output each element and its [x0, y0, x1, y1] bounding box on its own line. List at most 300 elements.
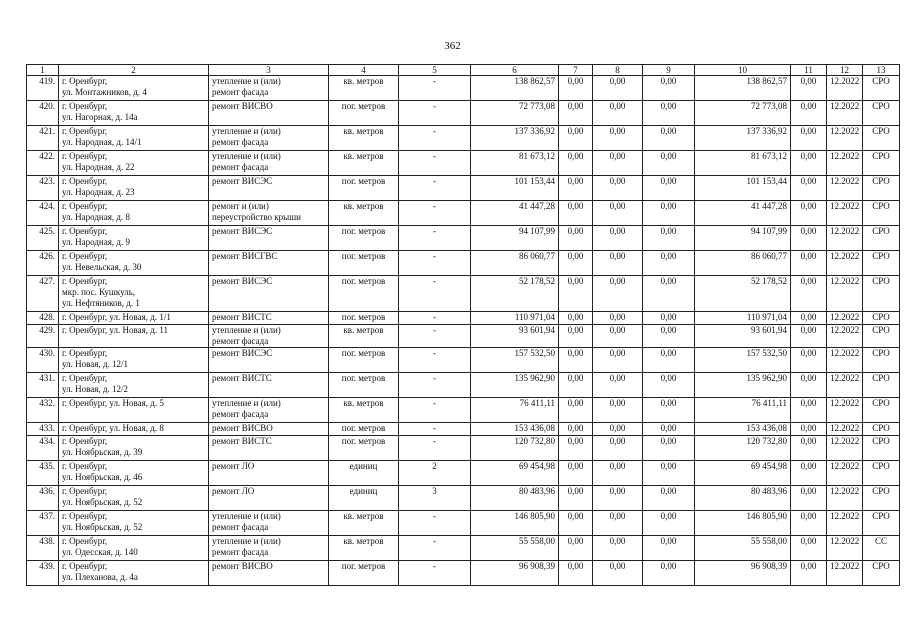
cost-cell-10: 137 336,92 — [695, 126, 791, 151]
work-type-cell-line: ремонт ВИСВО — [212, 561, 273, 571]
cost-cell-10: 76 411,11 — [695, 398, 791, 423]
address-cell-line: ул. Народная, д. 22 — [62, 162, 135, 172]
quantity-cell: - — [399, 76, 471, 101]
cost-cell-9: 0,00 — [643, 511, 695, 536]
total-cost-cell: 137 336,92 — [471, 126, 559, 151]
work-type-cell-line: ремонт ВИСЭС — [212, 176, 273, 186]
address-cell-line: ул. Ноябрьская, д. 39 — [62, 447, 143, 457]
address-cell-line: ул. Новая, д. 12/1 — [62, 359, 128, 369]
work-type-cell-line: утепление и (или) — [212, 76, 281, 86]
quantity-cell: - — [399, 423, 471, 436]
fund-type-cell: СРО — [863, 486, 900, 511]
address-cell — [59, 176, 209, 201]
cost-cell-9: 0,00 — [643, 398, 695, 423]
work-type-cell-line: ремонт фасада — [212, 87, 269, 97]
work-type-cell — [209, 561, 329, 586]
address-cell-line: г. Оренбург, ул. Новая, д. 11 — [62, 325, 169, 335]
address-cell — [59, 325, 209, 348]
cost-cell-9: 0,00 — [643, 76, 695, 101]
cost-cell-11: 0,00 — [791, 101, 827, 126]
page-number: 362 — [444, 40, 461, 52]
total-cost-cell: 96 908,39 — [471, 561, 559, 586]
quantity-cell: - — [399, 126, 471, 151]
total-cost-cell: 101 153,44 — [471, 176, 559, 201]
quantity-cell: - — [399, 201, 471, 226]
cost-cell-7: 0,00 — [559, 461, 593, 486]
cost-cell-10: 52 178,52 — [695, 276, 791, 312]
work-type-cell — [209, 436, 329, 461]
address-cell-line: г. Оренбург, — [62, 176, 108, 186]
fund-type-cell: СРО — [863, 276, 900, 312]
cost-cell-10: 146 805,90 — [695, 511, 791, 536]
cost-cell-8: 0,00 — [593, 101, 643, 126]
address-cell-line: г. Оренбург, — [62, 126, 108, 136]
address-cell-line: ул. Народная, д. 9 — [62, 237, 130, 247]
table-row — [27, 373, 900, 398]
cost-cell-10: 86 060,77 — [695, 251, 791, 276]
cost-cell-9: 0,00 — [643, 486, 695, 511]
work-type-cell-line: ремонт ВИСЭС — [212, 348, 273, 358]
address-cell — [59, 126, 209, 151]
fund-type-cell: СРО — [863, 226, 900, 251]
cost-cell-10: 110 971,04 — [695, 312, 791, 325]
unit-cell: пог. метров — [329, 373, 399, 398]
cost-cell-10: 120 732,80 — [695, 436, 791, 461]
deadline-cell: 12.2022 — [827, 312, 863, 325]
address-cell-line: г. Оренбург, — [62, 373, 108, 383]
cost-cell-7: 0,00 — [559, 101, 593, 126]
cost-cell-10: 69 454,98 — [695, 461, 791, 486]
cost-cell-7: 0,00 — [559, 226, 593, 251]
work-type-cell — [209, 251, 329, 276]
work-type-cell — [209, 226, 329, 251]
cost-cell-9: 0,00 — [643, 126, 695, 151]
quantity-cell: - — [399, 561, 471, 586]
unit-cell: пог. метров — [329, 226, 399, 251]
cost-cell-7: 0,00 — [559, 176, 593, 201]
table-row — [27, 251, 900, 276]
work-type-cell-line: утепление и (или) — [212, 151, 281, 161]
work-type-cell — [209, 76, 329, 101]
total-cost-cell: 76 411,11 — [471, 398, 559, 423]
address-cell-line: г. Оренбург, — [62, 511, 108, 521]
cost-cell-11: 0,00 — [791, 348, 827, 373]
cost-cell-8: 0,00 — [593, 423, 643, 436]
unit-cell: кв. метров — [329, 151, 399, 176]
cost-cell-9: 0,00 — [643, 151, 695, 176]
work-type-cell-line: утепление и (или) — [212, 126, 281, 136]
address-cell-line: г. Оренбург, ул. Новая, д. 1/1 — [62, 312, 171, 322]
total-cost-cell: 93 601,94 — [471, 325, 559, 348]
fund-type-cell: СРО — [863, 325, 900, 348]
row-number: 431. — [27, 373, 59, 398]
work-type-cell — [209, 348, 329, 373]
unit-cell: пог. метров — [329, 251, 399, 276]
deadline-cell: 12.2022 — [827, 561, 863, 586]
cost-cell-9: 0,00 — [643, 251, 695, 276]
table-row — [27, 101, 900, 126]
deadline-cell: 12.2022 — [827, 201, 863, 226]
address-cell-line: г. Оренбург, — [62, 201, 108, 211]
address-cell — [59, 348, 209, 373]
address-cell — [59, 461, 209, 486]
table-row — [27, 176, 900, 201]
work-type-cell-line: ремонт ВИСТС — [212, 436, 272, 446]
unit-cell: кв. метров — [329, 201, 399, 226]
total-cost-cell: 81 673,12 — [471, 151, 559, 176]
work-type-cell-line: ремонт фасада — [212, 162, 269, 172]
quantity-cell: - — [399, 373, 471, 398]
unit-cell: пог. метров — [329, 348, 399, 373]
cost-cell-9: 0,00 — [643, 423, 695, 436]
quantity-cell: 2 — [399, 461, 471, 486]
table-row — [27, 201, 900, 226]
work-type-cell — [209, 325, 329, 348]
work-type-cell — [209, 276, 329, 312]
work-type-cell-line: ремонт и (или) — [212, 201, 269, 211]
column-header-10: 10 — [695, 65, 791, 76]
cost-cell-9: 0,00 — [643, 536, 695, 561]
address-cell-line: ул. Народная, д. 8 — [62, 212, 130, 222]
fund-type-cell: СРО — [863, 561, 900, 586]
cost-cell-10: 81 673,12 — [695, 151, 791, 176]
cost-cell-9: 0,00 — [643, 325, 695, 348]
address-cell — [59, 511, 209, 536]
deadline-cell: 12.2022 — [827, 126, 863, 151]
total-cost-cell: 80 483,96 — [471, 486, 559, 511]
work-type-cell-line: переустройство крыши — [212, 212, 301, 222]
cost-cell-8: 0,00 — [593, 486, 643, 511]
address-cell-line: г. Оренбург, — [62, 486, 108, 496]
cost-cell-11: 0,00 — [791, 423, 827, 436]
address-cell — [59, 76, 209, 101]
cost-cell-8: 0,00 — [593, 226, 643, 251]
cost-cell-8: 0,00 — [593, 126, 643, 151]
cost-cell-7: 0,00 — [559, 348, 593, 373]
work-type-cell — [209, 201, 329, 226]
row-number: 427. — [27, 276, 59, 312]
address-cell-line: ул. Новая, д. 12/2 — [62, 384, 128, 394]
cost-cell-10: 135 962,90 — [695, 373, 791, 398]
table-row — [27, 126, 900, 151]
address-cell-line: мкр. пос. Кушкуль, — [62, 287, 136, 297]
address-cell-line: ул. Ноябрьская, д. 46 — [62, 472, 143, 482]
column-header-3: 3 — [209, 65, 329, 76]
cost-cell-8: 0,00 — [593, 398, 643, 423]
unit-cell: пог. метров — [329, 312, 399, 325]
address-cell — [59, 398, 209, 423]
fund-type-cell: СРО — [863, 151, 900, 176]
quantity-cell: - — [399, 251, 471, 276]
work-type-cell — [209, 423, 329, 436]
address-cell-line: г. Оренбург, — [62, 276, 108, 286]
deadline-cell: 12.2022 — [827, 276, 863, 312]
column-header-13: 13 — [863, 65, 900, 76]
fund-type-cell: СРО — [863, 436, 900, 461]
cost-cell-7: 0,00 — [559, 511, 593, 536]
cost-cell-11: 0,00 — [791, 436, 827, 461]
cost-cell-11: 0,00 — [791, 561, 827, 586]
work-type-cell-line: ремонт фасада — [212, 522, 269, 532]
work-type-cell — [209, 536, 329, 561]
fund-type-cell: СРО — [863, 398, 900, 423]
total-cost-cell: 110 971,04 — [471, 312, 559, 325]
work-type-cell-line: ремонт ВИСЭС — [212, 226, 273, 236]
address-cell-line: г. Оренбург, — [62, 461, 108, 471]
deadline-cell: 12.2022 — [827, 176, 863, 201]
quantity-cell: - — [399, 226, 471, 251]
total-cost-cell: 153 436,08 — [471, 423, 559, 436]
total-cost-cell: 55 558,00 — [471, 536, 559, 561]
cost-cell-11: 0,00 — [791, 251, 827, 276]
address-cell — [59, 226, 209, 251]
quantity-cell: - — [399, 276, 471, 312]
work-type-cell-line: ремонт фасада — [212, 137, 269, 147]
unit-cell: кв. метров — [329, 536, 399, 561]
cost-cell-8: 0,00 — [593, 151, 643, 176]
deadline-cell: 12.2022 — [827, 486, 863, 511]
column-header-1: 1 — [27, 65, 59, 76]
deadline-cell: 12.2022 — [827, 511, 863, 536]
table-row — [27, 76, 900, 101]
cost-cell-11: 0,00 — [791, 398, 827, 423]
address-cell-line: г. Оренбург, ул. Новая, д. 8 — [62, 423, 164, 433]
cost-cell-7: 0,00 — [559, 486, 593, 511]
row-number: 425. — [27, 226, 59, 251]
deadline-cell: 12.2022 — [827, 251, 863, 276]
deadline-cell: 12.2022 — [827, 436, 863, 461]
cost-cell-10: 41 447,28 — [695, 201, 791, 226]
cost-cell-11: 0,00 — [791, 176, 827, 201]
table-row — [27, 436, 900, 461]
cost-cell-7: 0,00 — [559, 561, 593, 586]
quantity-cell: - — [399, 101, 471, 126]
column-header-11: 11 — [791, 65, 827, 76]
quantity-cell: - — [399, 436, 471, 461]
fund-type-cell: СРО — [863, 423, 900, 436]
table-row — [27, 398, 900, 423]
address-cell — [59, 201, 209, 226]
address-cell-line: г. Оренбург, — [62, 101, 108, 111]
address-cell-line: ул. Народная, д. 23 — [62, 187, 135, 197]
cost-cell-7: 0,00 — [559, 276, 593, 312]
cost-cell-7: 0,00 — [559, 373, 593, 398]
cost-cell-8: 0,00 — [593, 561, 643, 586]
cost-cell-8: 0,00 — [593, 325, 643, 348]
row-number: 438. — [27, 536, 59, 561]
total-cost-cell: 138 862,57 — [471, 76, 559, 101]
cost-cell-11: 0,00 — [791, 276, 827, 312]
table-row — [27, 536, 900, 561]
fund-type-cell: СРО — [863, 101, 900, 126]
cost-cell-10: 96 908,39 — [695, 561, 791, 586]
address-cell — [59, 101, 209, 126]
row-number: 426. — [27, 251, 59, 276]
total-cost-cell: 69 454,98 — [471, 461, 559, 486]
work-type-cell-line: ремонт ВИСВО — [212, 423, 273, 433]
cost-cell-7: 0,00 — [559, 423, 593, 436]
address-cell-line: г. Оренбург, — [62, 251, 108, 261]
column-header-2: 2 — [59, 65, 209, 76]
cost-cell-9: 0,00 — [643, 201, 695, 226]
row-number: 433. — [27, 423, 59, 436]
cost-cell-8: 0,00 — [593, 511, 643, 536]
address-cell-line: ул. Ноябрьская, д. 52 — [62, 522, 143, 532]
cost-cell-10: 55 558,00 — [695, 536, 791, 561]
work-type-cell-line: ремонт ВИСВО — [212, 101, 273, 111]
table-row — [27, 423, 900, 436]
cost-cell-11: 0,00 — [791, 461, 827, 486]
address-cell-line: г. Оренбург, — [62, 348, 108, 358]
cost-cell-11: 0,00 — [791, 126, 827, 151]
work-type-cell-line: ремонт ВИСТС — [212, 373, 272, 383]
unit-cell: пог. метров — [329, 423, 399, 436]
address-cell-line: г. Оренбург, — [62, 76, 108, 86]
fund-type-cell: СРО — [863, 373, 900, 398]
cost-cell-7: 0,00 — [559, 436, 593, 461]
column-header-9: 9 — [643, 65, 695, 76]
row-number: 434. — [27, 436, 59, 461]
fund-type-cell: СРО — [863, 461, 900, 486]
cost-cell-7: 0,00 — [559, 126, 593, 151]
address-cell — [59, 276, 209, 312]
cost-cell-7: 0,00 — [559, 76, 593, 101]
cost-cell-7: 0,00 — [559, 312, 593, 325]
address-cell-line: ул. Ноябрьская, д. 52 — [62, 497, 143, 507]
address-cell — [59, 151, 209, 176]
cost-cell-8: 0,00 — [593, 251, 643, 276]
total-cost-cell: 52 178,52 — [471, 276, 559, 312]
quantity-cell: - — [399, 536, 471, 561]
column-number-row — [27, 65, 900, 76]
quantity-cell: - — [399, 312, 471, 325]
cost-cell-7: 0,00 — [559, 325, 593, 348]
row-number: 436. — [27, 486, 59, 511]
address-cell-line: ул. Плеханова, д. 4а — [62, 572, 138, 582]
fund-type-cell: СРО — [863, 201, 900, 226]
fund-type-cell: СРО — [863, 312, 900, 325]
work-type-cell — [209, 151, 329, 176]
unit-cell: пог. метров — [329, 101, 399, 126]
quantity-cell: - — [399, 348, 471, 373]
quantity-cell: - — [399, 325, 471, 348]
address-cell-line: ул. Одесская, д. 140 — [62, 547, 138, 557]
cost-cell-11: 0,00 — [791, 486, 827, 511]
table-row — [27, 276, 900, 312]
address-cell-line: г. Оренбург, — [62, 226, 108, 236]
fund-type-cell: СРО — [863, 251, 900, 276]
work-type-cell — [209, 126, 329, 151]
address-cell-line: г. Оренбург, — [62, 436, 108, 446]
address-cell-line: ул. Нефтяников, д. 1 — [62, 298, 140, 308]
row-number: 424. — [27, 201, 59, 226]
fund-type-cell: СРО — [863, 176, 900, 201]
unit-cell: кв. метров — [329, 325, 399, 348]
cost-cell-10: 72 773,08 — [695, 101, 791, 126]
total-cost-cell: 120 732,80 — [471, 436, 559, 461]
quantity-cell: - — [399, 511, 471, 536]
deadline-cell: 12.2022 — [827, 76, 863, 101]
table-row — [27, 561, 900, 586]
deadline-cell: 12.2022 — [827, 325, 863, 348]
deadline-cell: 12.2022 — [827, 536, 863, 561]
address-cell — [59, 312, 209, 325]
column-header-5: 5 — [399, 65, 471, 76]
unit-cell: пог. метров — [329, 561, 399, 586]
table-row — [27, 312, 900, 325]
fund-type-cell: СРО — [863, 76, 900, 101]
total-cost-cell: 72 773,08 — [471, 101, 559, 126]
table-row — [27, 486, 900, 511]
row-number: 432. — [27, 398, 59, 423]
quantity-cell: - — [399, 151, 471, 176]
capital-repair-table — [26, 64, 900, 586]
column-header-6: 6 — [471, 65, 559, 76]
cost-cell-10: 93 601,94 — [695, 325, 791, 348]
unit-cell: пог. метров — [329, 436, 399, 461]
cost-cell-10: 157 532,50 — [695, 348, 791, 373]
unit-cell: пог. метров — [329, 276, 399, 312]
work-type-cell — [209, 398, 329, 423]
deadline-cell: 12.2022 — [827, 423, 863, 436]
work-type-cell-line: утепление и (или) — [212, 325, 281, 335]
table-row — [27, 461, 900, 486]
address-cell — [59, 486, 209, 511]
row-number: 435. — [27, 461, 59, 486]
cost-cell-9: 0,00 — [643, 461, 695, 486]
total-cost-cell: 94 107,99 — [471, 226, 559, 251]
row-number: 422. — [27, 151, 59, 176]
address-cell-line: г. Оренбург, — [62, 151, 108, 161]
deadline-cell: 12.2022 — [827, 373, 863, 398]
address-cell-line: ул. Монтажников, д. 4 — [62, 87, 147, 97]
row-number: 430. — [27, 348, 59, 373]
row-number: 419. — [27, 76, 59, 101]
table-body — [27, 76, 900, 586]
cost-cell-9: 0,00 — [643, 312, 695, 325]
work-type-cell-line: утепление и (или) — [212, 536, 281, 546]
row-number: 439. — [27, 561, 59, 586]
deadline-cell: 12.2022 — [827, 151, 863, 176]
work-type-cell — [209, 373, 329, 398]
cost-cell-7: 0,00 — [559, 151, 593, 176]
deadline-cell: 12.2022 — [827, 348, 863, 373]
quantity-cell: - — [399, 176, 471, 201]
deadline-cell: 12.2022 — [827, 226, 863, 251]
column-header-12: 12 — [827, 65, 863, 76]
cost-cell-8: 0,00 — [593, 348, 643, 373]
cost-cell-8: 0,00 — [593, 76, 643, 101]
cost-cell-11: 0,00 — [791, 76, 827, 101]
cost-cell-7: 0,00 — [559, 251, 593, 276]
address-cell-line: ул. Невельская, д. 30 — [62, 262, 142, 272]
fund-type-cell: СРО — [863, 348, 900, 373]
row-number: 420. — [27, 101, 59, 126]
cost-cell-11: 0,00 — [791, 201, 827, 226]
cost-cell-7: 0,00 — [559, 398, 593, 423]
address-cell — [59, 423, 209, 436]
quantity-cell: 3 — [399, 486, 471, 511]
work-type-cell — [209, 101, 329, 126]
work-type-cell — [209, 486, 329, 511]
quantity-cell: - — [399, 398, 471, 423]
cost-cell-11: 0,00 — [791, 373, 827, 398]
cost-cell-9: 0,00 — [643, 561, 695, 586]
row-number: 437. — [27, 511, 59, 536]
deadline-cell: 12.2022 — [827, 101, 863, 126]
cost-cell-10: 80 483,96 — [695, 486, 791, 511]
work-type-cell-line: ремонт ВИСГВС — [212, 251, 278, 261]
